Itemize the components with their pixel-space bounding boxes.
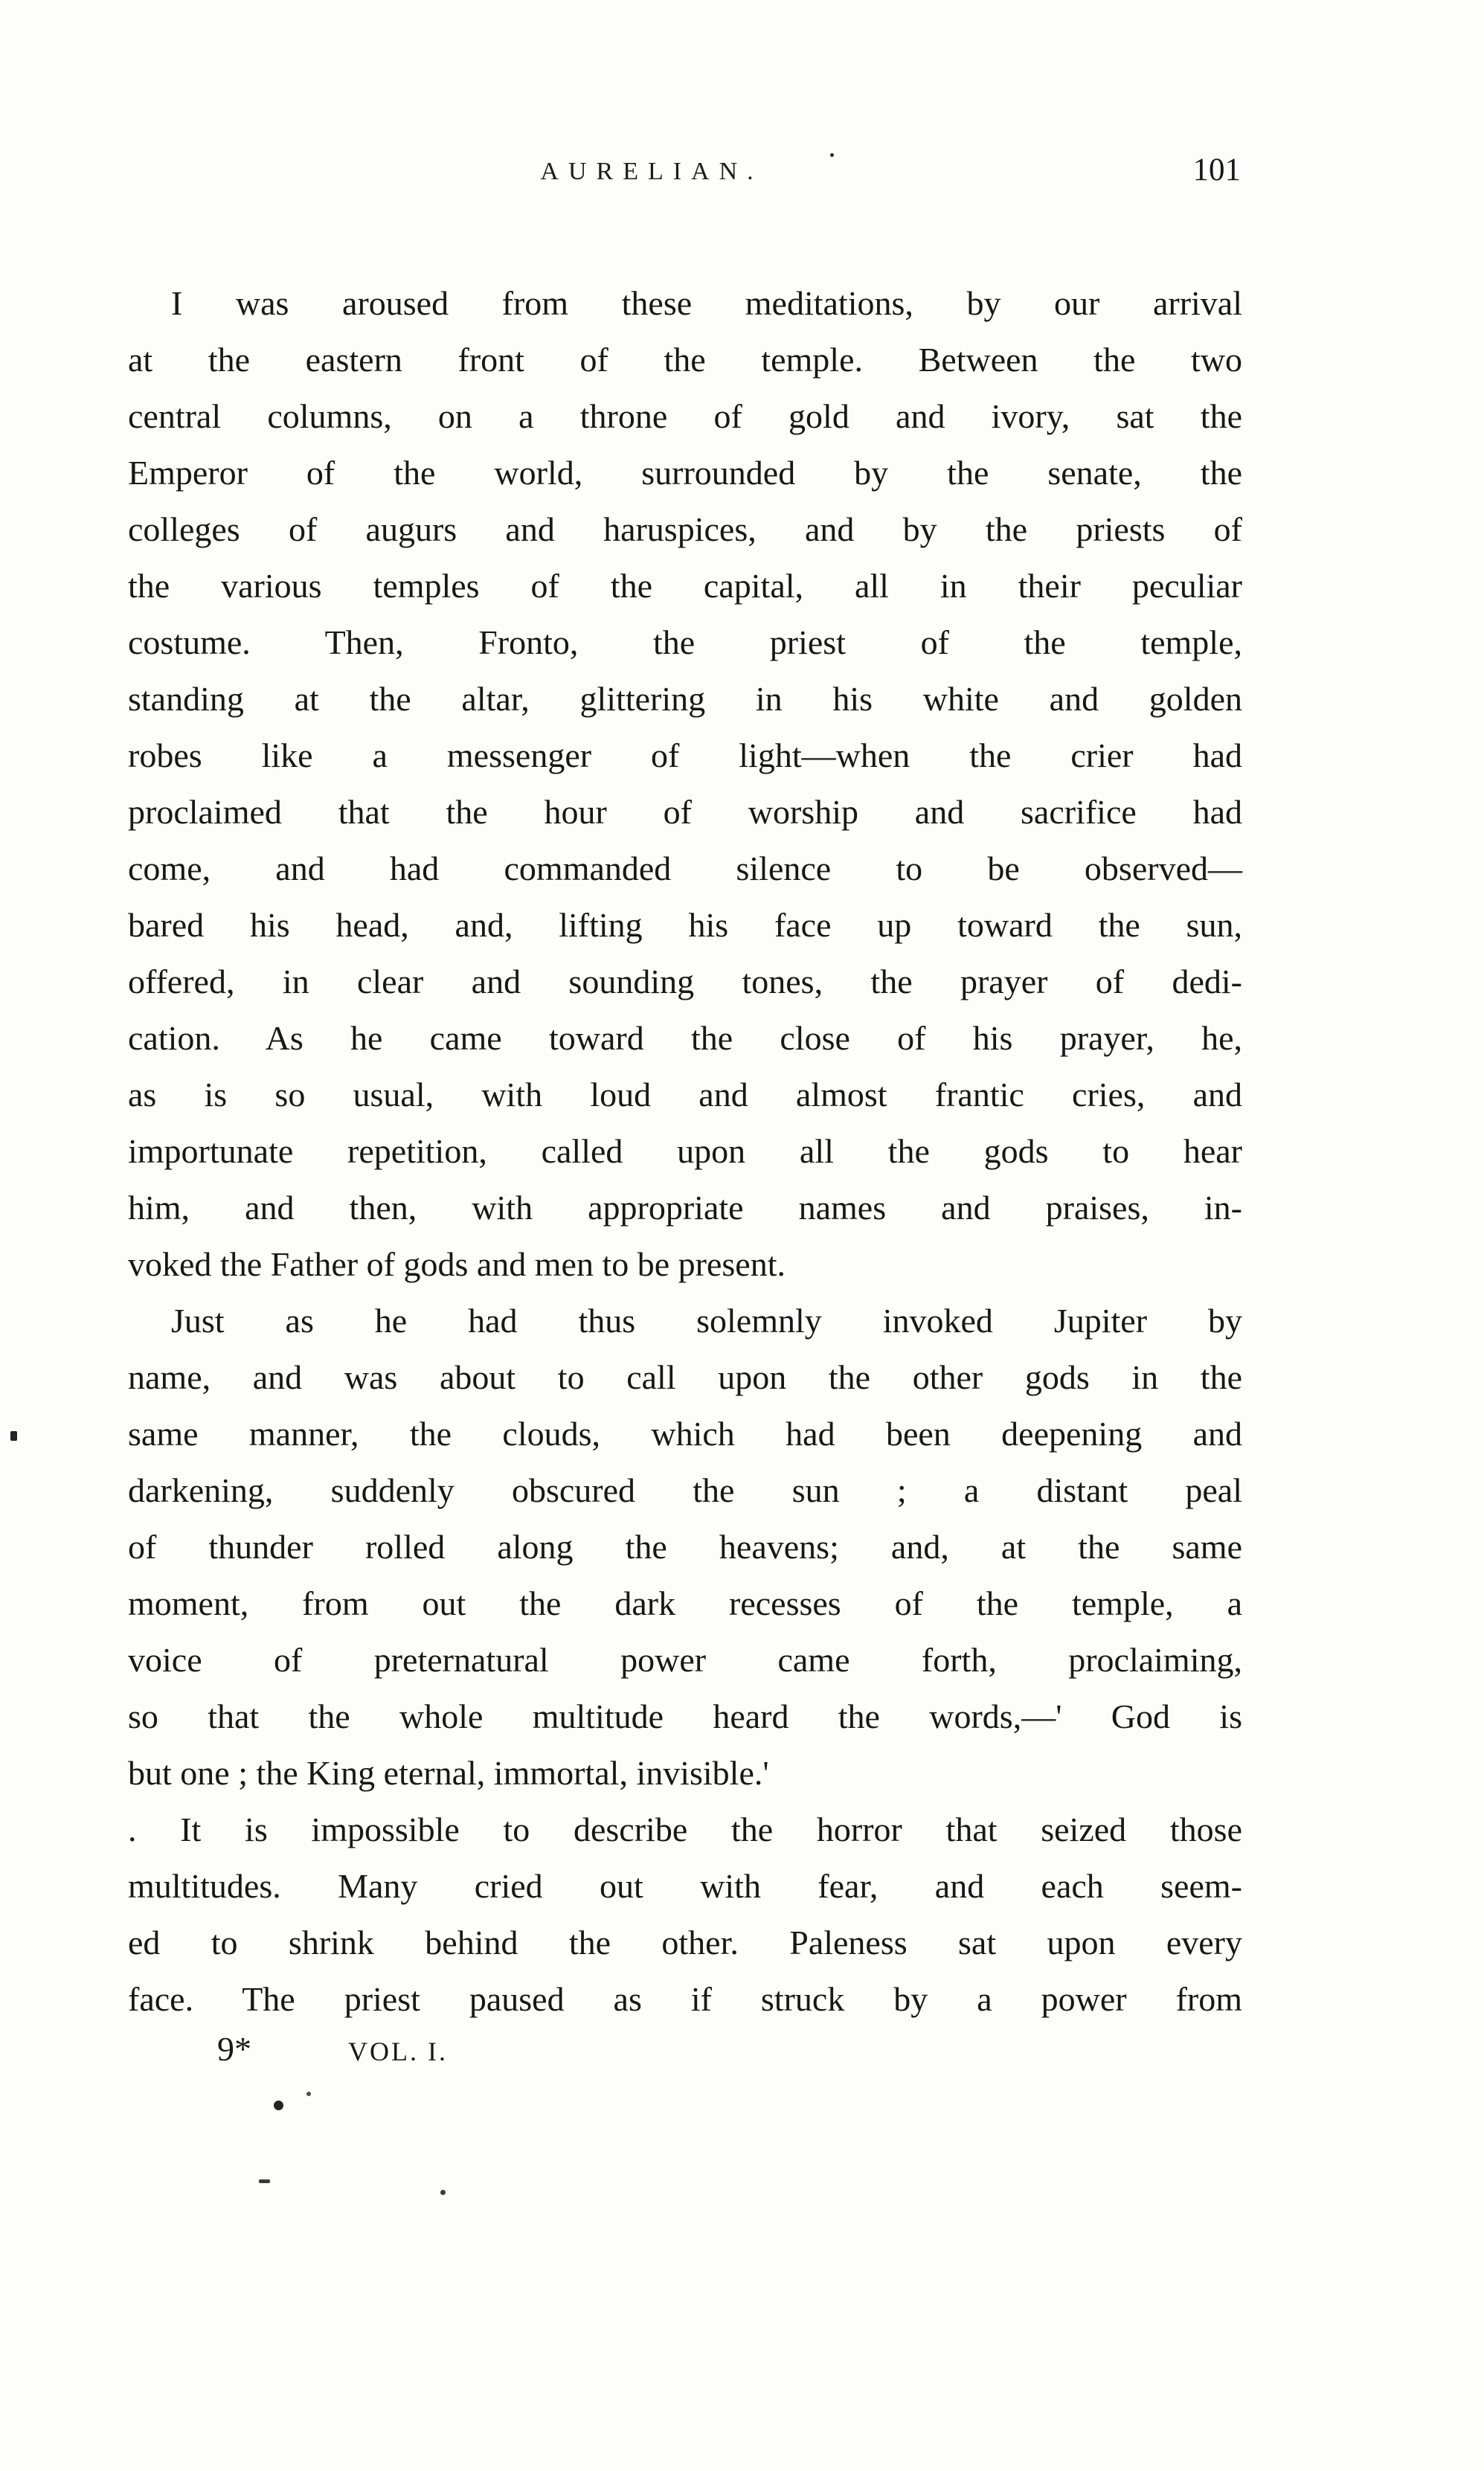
text-line: name, and was about to call upon the other gods in the xyxy=(128,1358,1242,1396)
text-line: offered, in clear and sounding tones, the prayer of dedi- xyxy=(128,963,1242,1000)
text-line: face. The priest paused as if struck by a power from xyxy=(128,1980,1242,2018)
text-line: same manner, the clouds, which had been deepening and xyxy=(128,1415,1242,1453)
gathering-mark: 9* xyxy=(217,2030,251,2068)
text-line: Just as he had thus solemnly invoked Jupiter by xyxy=(171,1302,1242,1340)
text-line: cation. As he came toward the close of his prayer, he, xyxy=(128,1019,1242,1057)
text-line: come, and had commanded silence to be observed— xyxy=(128,849,1242,887)
text-line: bared his head, and, lifting his face up toward the sun, xyxy=(128,906,1242,944)
text-line: him, and then, with appropriate names and praises, in- xyxy=(128,1189,1242,1227)
ink-speck xyxy=(440,2190,446,2195)
text-line: I was aroused from these meditations, by our arrival xyxy=(171,284,1242,322)
ink-speck xyxy=(10,1431,17,1441)
text-line: . It is impossible to describe the horror that seized those xyxy=(128,1810,1242,1848)
text-line: so that the whole multitude heard the words,—' God is xyxy=(128,1697,1242,1735)
text-line: moment, from out the dark recesses of the temple, a xyxy=(128,1584,1242,1622)
running-title: AURELIAN. xyxy=(540,158,763,185)
text-line: Emperor of the world, surrounded by the senate, the xyxy=(128,454,1242,492)
page-footer xyxy=(128,2029,1242,2069)
text-line: at the eastern front of the temple. Between the two xyxy=(128,341,1242,379)
text-line: colleges of augurs and haruspices, and by the priests of xyxy=(128,510,1242,548)
paragraph xyxy=(128,1293,1242,1802)
text-line: standing at the altar, glittering in his white and golden xyxy=(128,680,1242,718)
text-line: as is so usual, with loud and almost frantic cries, and xyxy=(128,1076,1242,1114)
text-line: but one ; the King eternal, immortal, invisible.' xyxy=(128,1754,769,1792)
text-line: voked the Father of gods and men to be present. xyxy=(128,1245,786,1283)
text-line: multitudes. Many cried out with fear, and each seem- xyxy=(128,1867,1242,1905)
ink-speck xyxy=(830,153,834,157)
page-content xyxy=(128,152,1242,2069)
page-number: 101 xyxy=(1192,152,1241,187)
text-line: the various temples of the capital, all in their peculiar xyxy=(128,567,1242,605)
ink-speck xyxy=(306,2092,311,2096)
text-line: proclaimed that the hour of worship and sacrifice had xyxy=(128,793,1242,831)
text-line: voice of preternatural power came forth, proclaiming, xyxy=(128,1641,1242,1679)
page-header xyxy=(128,152,1242,204)
text-line: central columns, on a throne of gold and ivory, sat the xyxy=(128,397,1242,435)
paragraph xyxy=(128,1802,1242,2028)
text-line: robes like a messenger of light—when the crier had xyxy=(128,736,1242,774)
text-line: costume. Then, Fronto, the priest of the temple, xyxy=(128,623,1242,661)
ink-speck xyxy=(259,2179,270,2183)
ink-speck xyxy=(274,2101,283,2110)
volume-label: VOL. I. xyxy=(348,2037,448,2066)
text-line: ed to shrink behind the other. Paleness sat upon every xyxy=(128,1924,1242,1961)
text-line: darkening, suddenly obscured the sun ; a distant peal xyxy=(128,1471,1242,1509)
body-text xyxy=(128,275,1242,2028)
paragraph xyxy=(128,275,1242,1293)
text-line: of thunder rolled along the heavens; and, at the same xyxy=(128,1528,1242,1566)
text-line: importunate repetition, called upon all the gods to hear xyxy=(128,1132,1242,1170)
